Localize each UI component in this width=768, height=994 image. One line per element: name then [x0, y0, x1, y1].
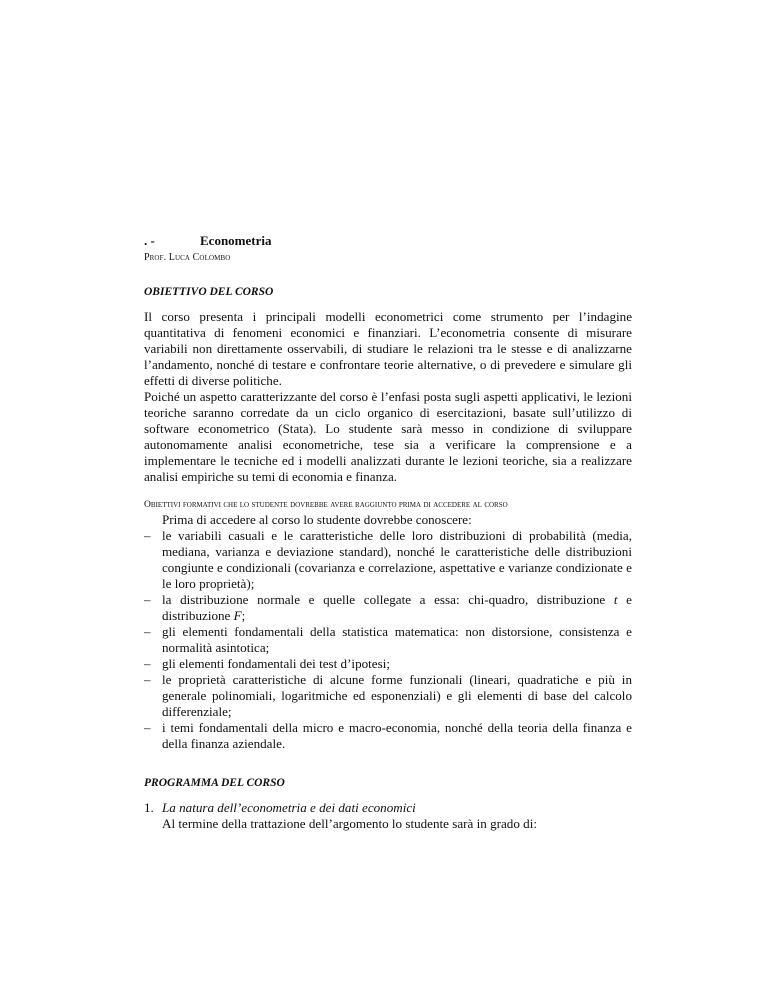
professor-name: Prof. Luca Colombo [144, 252, 231, 263]
dash-bullet: – [144, 624, 151, 639]
program-item-title: La natura dell’econometria e dei dati economici [162, 800, 416, 815]
program-item [144, 800, 632, 832]
list-item-text: ; [241, 608, 246, 623]
dash-bullet: – [144, 528, 151, 543]
list-item [144, 656, 632, 672]
list-item [144, 592, 632, 624]
program-list [144, 800, 632, 832]
f-distribution-symbol: F [233, 608, 242, 623]
prerequisites-heading: Obiettivi formativi che lo studente dovrebbe avere raggiunto prima di accedere al corso [144, 499, 508, 510]
course-heading [144, 233, 632, 249]
list-item-text: gli elementi fondamentali dei test d’ipotesi; [162, 656, 390, 671]
list-item-text: la distribuzione normale e quelle collegate a essa: chi-quadro, distribuzione [162, 592, 614, 607]
prerequisites-list [144, 528, 632, 752]
list-item-text: gli elementi fondamentali della statistica matematica: non distorsione, consistenza e normalità asintotica; [162, 624, 632, 655]
dash-bullet: – [144, 592, 151, 607]
objective-heading: OBIETTIVO DEL CORSO [144, 286, 274, 298]
objective-paragraph-1: Il corso presenta i principali modelli econometrici come strumento per l’indagine quantitativa di fenomeni economici e finanziari. L’econometria consente di misurare variabili non direttamente osservabili, di studiare le relazioni tra le stesse e di analizzarne l’andamento, nonché di testare e confrontare teorie alternative, o di prevedere e simulare gli effetti di diverse politiche. [144, 309, 632, 388]
list-item-text: le proprietà caratteristiche di alcune forme funzionali (lineari, quadratiche e più in generale polinomiali, logaritmiche ed esponenziali) e gli elementi di base del calcolo differenziale; [162, 672, 632, 719]
program-item-text: Al termine della trattazione dell’argomento lo studente sarà in grado di: [162, 816, 537, 831]
program-item-number: 1. [144, 800, 154, 815]
dash-bullet: – [144, 720, 151, 735]
list-item [144, 672, 632, 720]
dash-bullet: – [144, 656, 151, 671]
list-item-text: i temi fondamentali della micro e macro-economia, nonché della teoria della finanza e della finanza aziendale. [162, 720, 632, 751]
program-heading: PROGRAMMA DEL CORSO [144, 777, 285, 789]
prerequisites-intro: Prima di accedere al corso lo studente dovrebbe conoscere: [162, 512, 472, 527]
t-distribution-symbol: t [613, 592, 618, 607]
course-number: . - [144, 233, 155, 248]
list-item-text: le variabili casuali e le caratteristiche delle loro distribuzioni di probabilità (media, mediana, varianza e deviazione standard), nonché le caratteristiche delle distribuzioni congiunte e condizionali (covarianza e correlazione, aspettative e varianze condizionate e le loro proprietà); [162, 528, 632, 591]
list-item [144, 528, 632, 592]
list-item-text: e distribuzione [162, 592, 632, 623]
objective-paragraph-2: Poiché un aspetto caratterizzante del corso è l’enfasi posta sugli aspetti applicativi, le lezioni teoriche saranno corredate da un ciclo organico di esercitazioni, basate sull’utilizzo di software econometrico (Stata). Lo studente sarà messo in condizione di sviluppare autonomamente analisi econometriche, tese sia a verificare la comprensione e a implementare le tecniche ed i modelli analizzati durante le lezioni teoriche, sia a realizzare analisi empiriche su temi di economia e finanza. [144, 389, 632, 484]
dash-bullet: – [144, 672, 151, 687]
list-item [144, 720, 632, 752]
list-item [144, 624, 632, 656]
document-page [144, 233, 632, 832]
course-title: Econometria [200, 233, 272, 248]
